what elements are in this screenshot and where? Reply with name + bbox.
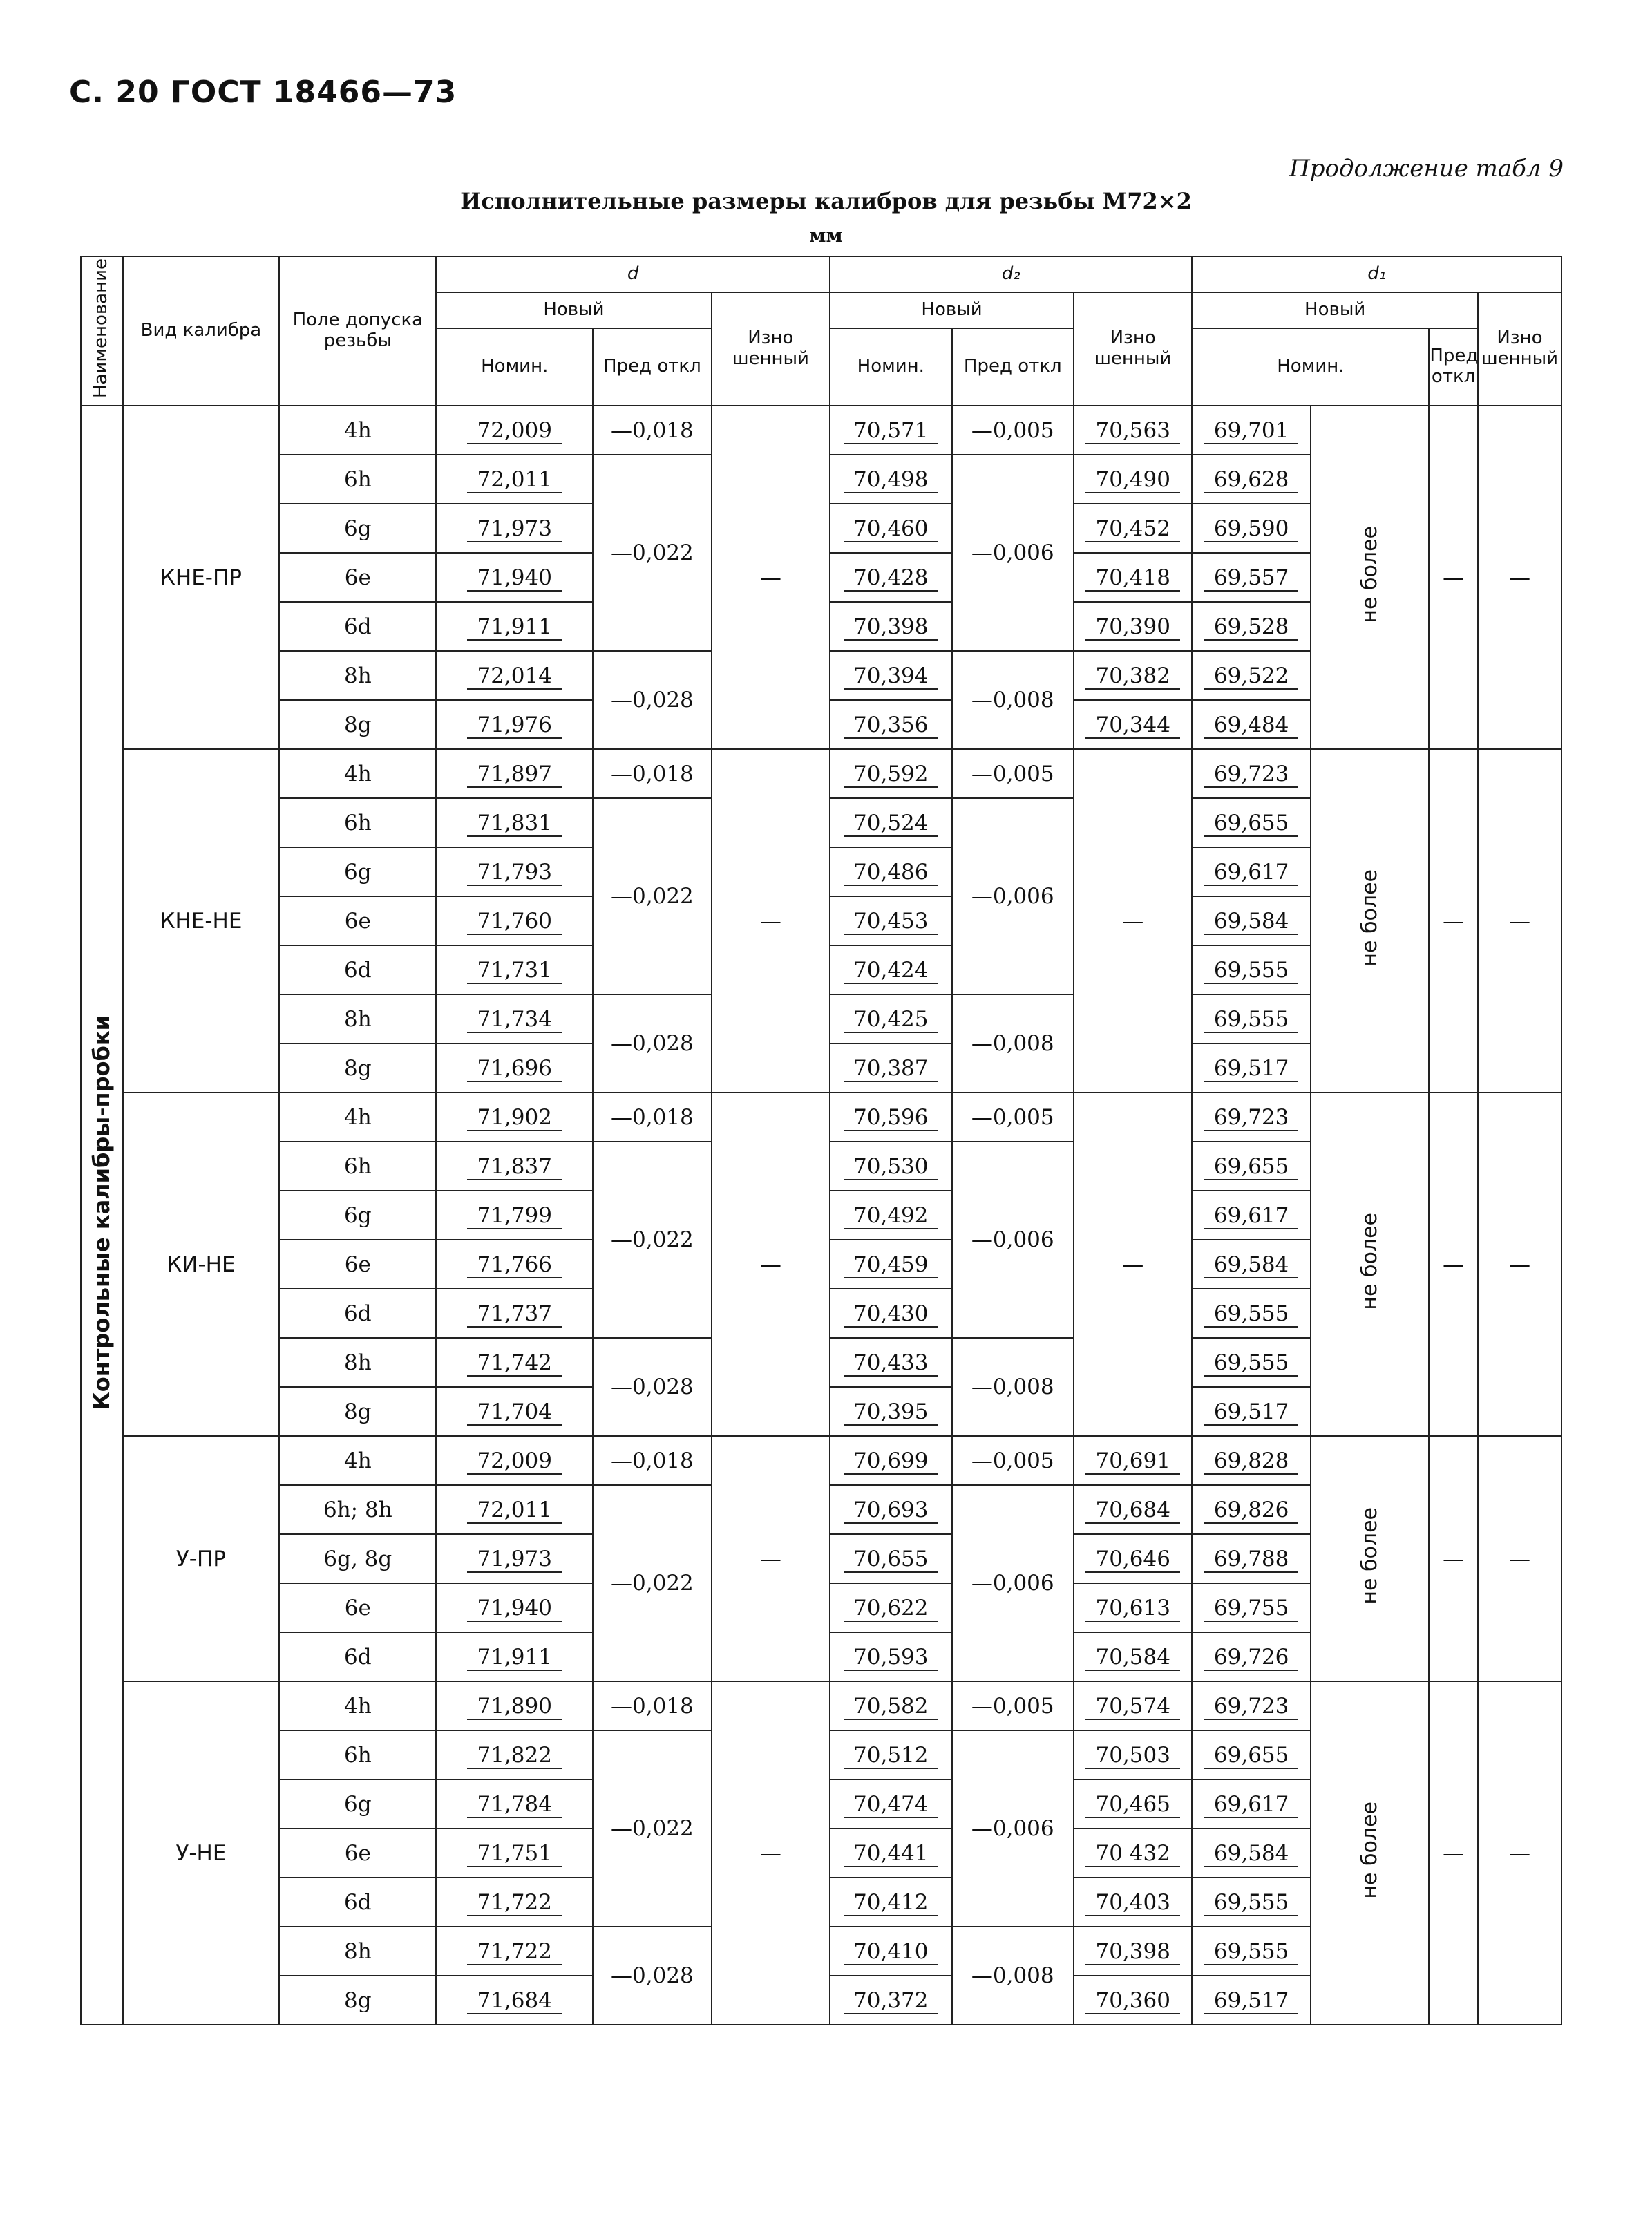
header-d1-new: Новый (1192, 292, 1477, 328)
d-worn-cell: — (712, 1436, 830, 1681)
d1-nom-cell: 69,590 (1192, 504, 1310, 553)
d-nom-cell: 72,014 (436, 651, 593, 700)
d-nom-cell: 71,940 (436, 1583, 593, 1632)
d2-nom-cell: 70,395 (830, 1387, 951, 1436)
d2-worn-cell: 70,452 (1074, 504, 1192, 553)
header-d2: d₂ (830, 256, 1192, 292)
header-row-1 (81, 256, 1561, 292)
tol-cell: 6e (279, 1583, 436, 1632)
d2-worn-cell: — (1074, 1093, 1192, 1436)
d1-nom-cell: 69,755 (1192, 1583, 1310, 1632)
d1-worn-cell: — (1478, 1681, 1561, 2025)
table-row (81, 749, 1561, 798)
d2-nom-cell: 70,459 (830, 1240, 951, 1289)
d2-dev-cell: —0,008 (952, 1338, 1074, 1436)
d1-not-more: не более (1311, 1436, 1429, 1681)
tol-cell: 6h (279, 455, 436, 504)
d1-nom-cell: 69,555 (1192, 1927, 1310, 1976)
d1-dev-cell: — (1429, 1681, 1478, 2025)
header-tolerance-field: Поле допуска резьбы (279, 256, 436, 406)
d1-dev-cell: — (1429, 749, 1478, 1093)
d2-dev-cell: —0,008 (952, 994, 1074, 1093)
d2-nom-cell: 70,356 (830, 700, 951, 749)
d-nom-cell: 71,737 (436, 1289, 593, 1338)
d1-nom-cell: 69,584 (1192, 896, 1310, 945)
d-nom-cell: 71,704 (436, 1387, 593, 1436)
d1-worn-cell: — (1478, 406, 1561, 749)
d2-worn-cell: 70,382 (1074, 651, 1192, 700)
d2-dev-cell: —0,005 (952, 1681, 1074, 1730)
d1-nom-cell: 69,723 (1192, 1093, 1310, 1142)
d-dev-cell: —0,028 (593, 994, 711, 1093)
d1-dev-cell: — (1429, 1436, 1478, 1681)
gauge-kne-ne: КНЕ-НЕ (123, 749, 280, 1093)
header-d-new: Новый (436, 292, 711, 328)
d-nom-cell: 72,011 (436, 1485, 593, 1534)
continuation-label: Продолжение табл 9 (1289, 155, 1564, 182)
tol-cell: 6e (279, 553, 436, 602)
d-dev-cell: —0,028 (593, 651, 711, 749)
d2-nom-cell: 70,441 (830, 1829, 951, 1878)
d1-nom-cell: 69,517 (1192, 1043, 1310, 1093)
tol-cell: 8g (279, 1387, 436, 1436)
header-d: d (436, 256, 830, 292)
tol-cell: 6d (279, 945, 436, 994)
d-nom-cell: 71,831 (436, 798, 593, 847)
d-nom-cell: 71,734 (436, 994, 593, 1043)
tol-cell: 8g (279, 700, 436, 749)
tol-cell: 6e (279, 1240, 436, 1289)
tol-cell: 4h (279, 406, 436, 455)
d-nom-cell: 71,731 (436, 945, 593, 994)
d-worn-cell: — (712, 1681, 830, 2025)
d2-worn-cell: 70,613 (1074, 1583, 1192, 1632)
d-dev-cell: —0,018 (593, 406, 711, 455)
d1-nom-cell: 69,522 (1192, 651, 1310, 700)
header-d2-nom: Номин. (830, 328, 951, 406)
d2-nom-cell: 70,582 (830, 1681, 951, 1730)
d-dev-cell: —0,022 (593, 798, 711, 994)
d-nom-cell: 71,742 (436, 1338, 593, 1387)
d2-dev-cell: —0,005 (952, 406, 1074, 455)
d2-dev-cell: —0,005 (952, 1093, 1074, 1142)
d-dev-cell: —0,022 (593, 1730, 711, 1927)
tol-cell: 8g (279, 1976, 436, 2025)
gauge-kne-pr: КНЕ-ПР (123, 406, 280, 749)
d1-worn-cell: — (1478, 1436, 1561, 1681)
d2-nom-cell: 70,428 (830, 553, 951, 602)
d-nom-cell: 71,793 (436, 847, 593, 896)
d-nom-cell: 71,973 (436, 504, 593, 553)
d2-dev-cell: —0,005 (952, 1436, 1074, 1485)
d1-nom-cell: 69,655 (1192, 798, 1310, 847)
header-d2-worn: Изно шенный (1074, 292, 1192, 406)
d2-worn-cell: 70,574 (1074, 1681, 1192, 1730)
d2-nom-cell: 70,433 (830, 1338, 951, 1387)
tol-cell: 6d (279, 1289, 436, 1338)
d1-worn-cell: — (1478, 1093, 1561, 1436)
d2-dev-cell: —0,005 (952, 749, 1074, 798)
d2-nom-cell: 70,693 (830, 1485, 951, 1534)
d2-worn-cell: 70,691 (1074, 1436, 1192, 1485)
d-dev-cell: —0,018 (593, 1093, 711, 1142)
gauge-ki-ne: КИ-НЕ (123, 1093, 280, 1436)
d2-worn-cell: 70,684 (1074, 1485, 1192, 1534)
d2-nom-cell: 70,655 (830, 1534, 951, 1583)
d2-worn-cell: — (1074, 749, 1192, 1093)
d1-nom-cell: 69,517 (1192, 1976, 1310, 2025)
d2-nom-cell: 70,460 (830, 504, 951, 553)
d-dev-cell: —0,018 (593, 749, 711, 798)
header-d2-new: Новый (830, 292, 1074, 328)
table-title: Исполнительные размеры калибров для резьбы М72×2 (460, 188, 1192, 214)
d2-nom-cell: 70,622 (830, 1583, 951, 1632)
d2-nom-cell: 70,398 (830, 602, 951, 651)
d2-nom-cell: 70,453 (830, 896, 951, 945)
d2-dev-cell: —0,008 (952, 1927, 1074, 2025)
d-dev-cell: —0,028 (593, 1927, 711, 2025)
d2-nom-cell: 70,699 (830, 1436, 951, 1485)
d-nom-cell: 72,009 (436, 406, 593, 455)
d2-worn-cell: 70,465 (1074, 1779, 1192, 1829)
tol-cell: 8h (279, 1338, 436, 1387)
d2-nom-cell: 70,596 (830, 1093, 951, 1142)
table-row (81, 1093, 1561, 1142)
d2-worn-cell: 70,490 (1074, 455, 1192, 504)
d2-nom-cell: 70,410 (830, 1927, 951, 1976)
d-nom-cell: 71,973 (436, 1534, 593, 1583)
d-worn-cell: — (712, 749, 830, 1093)
header-d-dev: Пред откл (593, 328, 711, 406)
tol-cell: 8h (279, 994, 436, 1043)
d1-nom-cell: 69,557 (1192, 553, 1310, 602)
d1-nom-cell: 69,788 (1192, 1534, 1310, 1583)
header-d1: d₁ (1192, 256, 1561, 292)
d1-nom-cell: 69,655 (1192, 1730, 1310, 1779)
d1-nom-cell: 69,828 (1192, 1436, 1310, 1485)
d-nom-cell: 71,722 (436, 1927, 593, 1976)
d1-nom-cell: 69,617 (1192, 1779, 1310, 1829)
d2-dev-cell: —0,008 (952, 651, 1074, 749)
header-d1-nom: Номин. (1192, 328, 1429, 406)
d-nom-cell: 71,976 (436, 700, 593, 749)
d1-nom-cell: 69,628 (1192, 455, 1310, 504)
tol-cell: 6d (279, 602, 436, 651)
d-nom-cell: 71,902 (436, 1093, 593, 1142)
tol-cell: 4h (279, 1093, 436, 1142)
d1-nom-cell: 69,584 (1192, 1240, 1310, 1289)
d-dev-cell: —0,022 (593, 455, 711, 651)
d1-nom-cell: 69,555 (1192, 1338, 1310, 1387)
tol-cell: 6h (279, 1142, 436, 1191)
tol-cell: 6d (279, 1878, 436, 1927)
tol-cell: 6h (279, 798, 436, 847)
d-nom-cell: 71,784 (436, 1779, 593, 1829)
d-nom-cell: 71,766 (436, 1240, 593, 1289)
d-nom-cell: 71,890 (436, 1681, 593, 1730)
d1-nom-cell: 69,723 (1192, 1681, 1310, 1730)
d2-worn-cell: 70,503 (1074, 1730, 1192, 1779)
gauge-u-pr: У-ПР (123, 1436, 280, 1681)
d1-dev-cell: — (1429, 406, 1478, 749)
header-d1-worn: Изно шенный (1478, 292, 1561, 406)
d-nom-cell: 71,722 (436, 1878, 593, 1927)
d2-nom-cell: 70,498 (830, 455, 951, 504)
d2-nom-cell: 70,387 (830, 1043, 951, 1093)
d-nom-cell: 71,799 (436, 1191, 593, 1240)
d1-not-more: не более (1311, 1093, 1429, 1436)
d2-nom-cell: 70,530 (830, 1142, 951, 1191)
d2-nom-cell: 70,372 (830, 1976, 951, 2025)
d1-nom-cell: 69,555 (1192, 945, 1310, 994)
d1-nom-cell: 69,701 (1192, 406, 1310, 455)
d-nom-cell: 71,940 (436, 553, 593, 602)
page-header: С. 20 ГОСТ 18466—73 (69, 75, 457, 110)
d1-nom-cell: 69,555 (1192, 1878, 1310, 1927)
d2-nom-cell: 70,474 (830, 1779, 951, 1829)
d2-dev-cell: —0,006 (952, 455, 1074, 651)
d-nom-cell: 72,009 (436, 1436, 593, 1485)
tol-cell: 8h (279, 1927, 436, 1976)
d1-nom-cell: 69,826 (1192, 1485, 1310, 1534)
header-d-nom: Номин. (436, 328, 593, 406)
tol-cell: 6g (279, 1191, 436, 1240)
units-label: мм (809, 224, 843, 247)
d2-nom-cell: 70,425 (830, 994, 951, 1043)
d1-nom-cell: 69,617 (1192, 1191, 1310, 1240)
header-d1-dev: Пред откл (1429, 328, 1478, 406)
tol-cell: 4h (279, 1681, 436, 1730)
d2-nom-cell: 70,492 (830, 1191, 951, 1240)
d2-nom-cell: 70,394 (830, 651, 951, 700)
d-nom-cell: 72,011 (436, 455, 593, 504)
table-row (81, 1436, 1561, 1485)
header-d2-dev: Пред откл (952, 328, 1074, 406)
d2-nom-cell: 70,430 (830, 1289, 951, 1338)
d-nom-cell: 71,696 (436, 1043, 593, 1093)
d2-worn-cell: 70,398 (1074, 1927, 1192, 1976)
tol-cell: 8h (279, 651, 436, 700)
d1-nom-cell: 69,484 (1192, 700, 1310, 749)
d-worn-cell: — (712, 406, 830, 749)
d2-worn-cell: 70,418 (1074, 553, 1192, 602)
d2-nom-cell: 70,592 (830, 749, 951, 798)
header-name: Наименование (81, 256, 123, 406)
d2-worn-cell: 70 432 (1074, 1829, 1192, 1878)
d2-worn-cell: 70,584 (1074, 1632, 1192, 1681)
group-label: Контрольные калибры-пробки (81, 406, 123, 2025)
tol-cell: 6d (279, 1632, 436, 1681)
tol-cell: 6g (279, 1779, 436, 1829)
tol-cell: 6h; 8h (279, 1485, 436, 1534)
d1-nom-cell: 69,726 (1192, 1632, 1310, 1681)
d2-worn-cell: 70,646 (1074, 1534, 1192, 1583)
tol-cell: 6g (279, 847, 436, 896)
d1-nom-cell: 69,723 (1192, 749, 1310, 798)
d-nom-cell: 71,760 (436, 896, 593, 945)
d2-dev-cell: —0,006 (952, 1730, 1074, 1927)
tol-cell: 4h (279, 749, 436, 798)
d2-nom-cell: 70,512 (830, 1730, 951, 1779)
table-row (81, 406, 1561, 455)
d2-dev-cell: —0,006 (952, 1142, 1074, 1338)
header-d-worn: Изно шенный (712, 292, 830, 406)
d1-worn-cell: — (1478, 749, 1561, 1093)
d-worn-cell: — (712, 1093, 830, 1436)
d-nom-cell: 71,822 (436, 1730, 593, 1779)
tol-cell: 6e (279, 1829, 436, 1878)
d-nom-cell: 71,837 (436, 1142, 593, 1191)
d1-nom-cell: 69,617 (1192, 847, 1310, 896)
d2-worn-cell: 70,563 (1074, 406, 1192, 455)
d1-nom-cell: 69,655 (1192, 1142, 1310, 1191)
tol-cell: 8g (279, 1043, 436, 1093)
d-nom-cell: 71,911 (436, 1632, 593, 1681)
tol-cell: 6g, 8g (279, 1534, 436, 1583)
d-nom-cell: 71,897 (436, 749, 593, 798)
d-dev-cell: —0,018 (593, 1681, 711, 1730)
d1-nom-cell: 69,528 (1192, 602, 1310, 651)
tol-cell: 4h (279, 1436, 436, 1485)
d2-worn-cell: 70,344 (1074, 700, 1192, 749)
d2-dev-cell: —0,006 (952, 1485, 1074, 1681)
d-dev-cell: —0,022 (593, 1485, 711, 1681)
d2-dev-cell: —0,006 (952, 798, 1074, 994)
d1-not-more: не более (1311, 1681, 1429, 2025)
d2-nom-cell: 70,571 (830, 406, 951, 455)
d1-nom-cell: 69,555 (1192, 994, 1310, 1043)
tol-cell: 6h (279, 1730, 436, 1779)
table-row (81, 1681, 1561, 1730)
d1-nom-cell: 69,517 (1192, 1387, 1310, 1436)
tol-cell: 6g (279, 504, 436, 553)
d-nom-cell: 71,751 (436, 1829, 593, 1878)
d2-worn-cell: 70,360 (1074, 1976, 1192, 2025)
d1-nom-cell: 69,555 (1192, 1289, 1310, 1338)
d1-dev-cell: — (1429, 1093, 1478, 1436)
d2-nom-cell: 70,524 (830, 798, 951, 847)
d-dev-cell: —0,022 (593, 1142, 711, 1338)
d2-nom-cell: 70,412 (830, 1878, 951, 1927)
d2-nom-cell: 70,593 (830, 1632, 951, 1681)
d2-worn-cell: 70,403 (1074, 1878, 1192, 1927)
d2-nom-cell: 70,486 (830, 847, 951, 896)
d2-nom-cell: 70,424 (830, 945, 951, 994)
gauge-dimensions-table (80, 256, 1562, 2025)
d1-not-more: не более (1311, 406, 1429, 749)
d-nom-cell: 71,911 (436, 602, 593, 651)
d1-not-more: не более (1311, 749, 1429, 1093)
header-gauge-type: Вид калибра (123, 256, 280, 406)
d-nom-cell: 71,684 (436, 1976, 593, 2025)
d-dev-cell: —0,018 (593, 1436, 711, 1485)
d-dev-cell: —0,028 (593, 1338, 711, 1436)
tol-cell: 6e (279, 896, 436, 945)
gauge-u-ne: У-НЕ (123, 1681, 280, 2025)
d2-worn-cell: 70,390 (1074, 602, 1192, 651)
d1-nom-cell: 69,584 (1192, 1829, 1310, 1878)
